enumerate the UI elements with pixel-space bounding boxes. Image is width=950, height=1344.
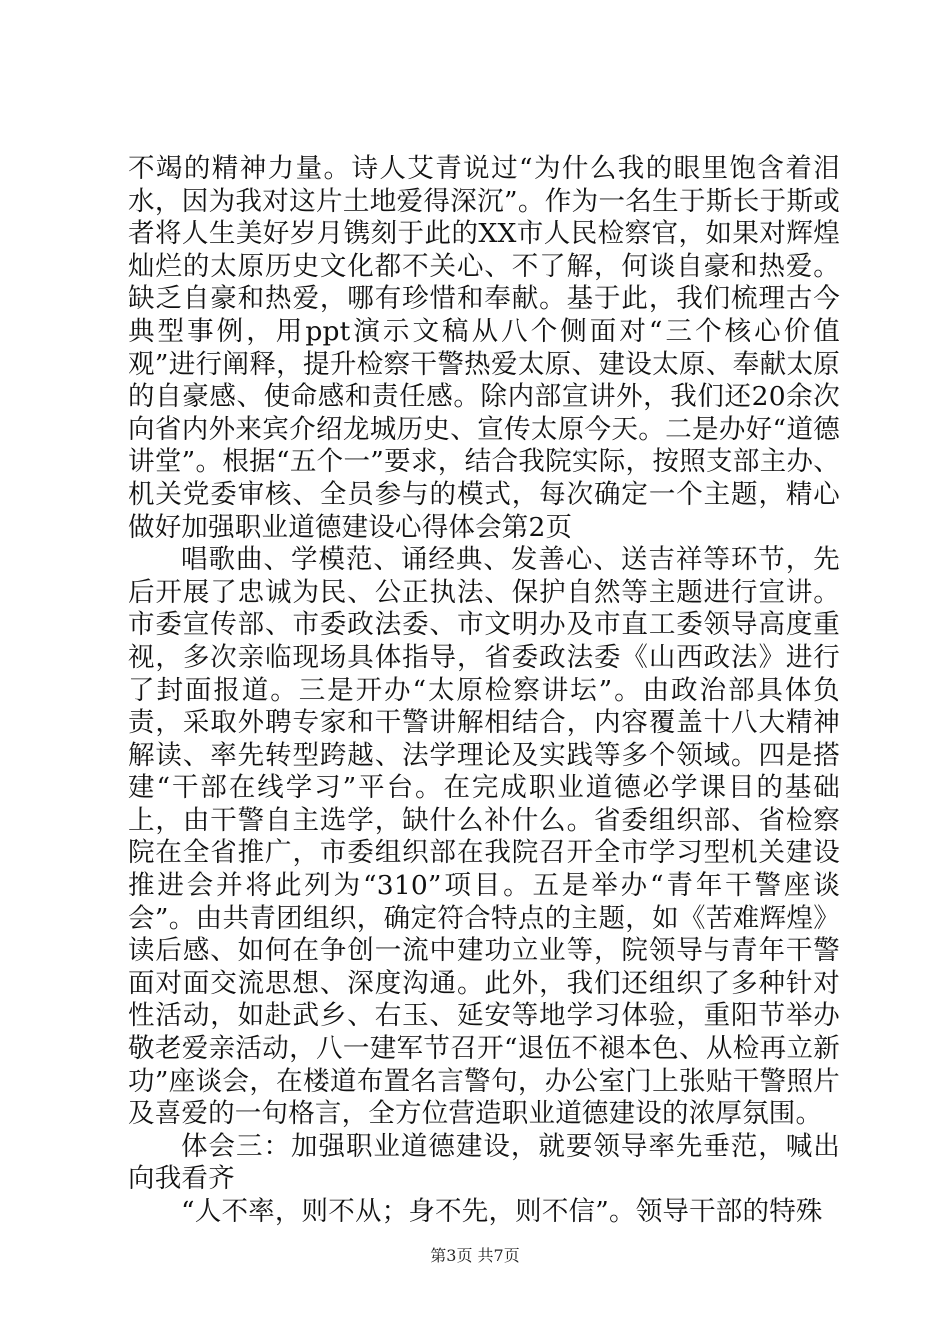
paragraph-activities: 唱歌曲、学模范、诵经典、发善心、送吉祥等环节，先后开展了忠诚为民、公正执法、保护自然等主题进行宣讲。市委宣传部、市委政法委、市文明办及市直工委领导高度重视，多次亲临现场具体指导，省委政法委《山西政法》进行了封面报道。三是开办“太原检察讲坛”。由政治部具体负责，采取外聘专家和干警讲解相结合，内容覆盖十八大精神解读、率先转型跨越、法学理论及实践等多个领域。四是搭建“干部在线学习”平台。在完成职业道德必学课目的基础上，由干警自主选学，缺什么补什么。省委组织部、省检察院在全省推广，市委组织部在我院召开全市学习型机关建设推进会并将此列为“310”项目。五是举办“青年干警座谈会”。由共青团组织，确定符合特点的主题，如《苦难辉煌》读后感、如何在争创一流中建功立业等，院领导与青年干警面对面交流思想、深度沟通。此外，我们还组织了多种针对性活动，如赴武乡、右玉、延安等地学习体验，重阳节举办敬老爱亲活动，八一建军节召开“退伍不褪本色、从检再立新功”座谈会，在楼道布置名言警句，办公室门上张贴干警照片及喜爱的一句格言，全方位营造职业道德建设的浓厚氛围。	[128, 544, 840, 1130]
paragraph-continuation: 不竭的精神力量。诗人艾青说过“为什么我的眼里饱含着泪水，因为我对这片土地爱得深沉”。作为一名生于斯长于斯或者将人生美好岁月镌刻于此的XX市人民检察官，如果对辉煌灿烂的太原历史文化都不关心、不了解，何谈自豪和热爱。缺乏自豪和热爱，哪有珍惜和奉献。基于此，我们梳理古今典型事例，用ppt演示文稿从八个侧面对“三个核心价值观”进行阐释，提升检察干警热爱太原、建设太原、奉献太原的自豪感、使命感和责任感。除内部宣讲外，我们还20余次向省内外来宾介绍龙城历史、宣传太原今天。二是办好“道德讲堂”。根据“五个一”要求，结合我院实际，按照支部主办、机关党委审核、全员参与的模式，每次确定一个主题，精心做好加强职业道德建设心得体会第2页	[128, 153, 840, 543]
paragraph-leadership: “人不率，则不从；身不先，则不信”。领导干部的特殊	[181, 1196, 823, 1227]
document-body	[128, 153, 840, 1229]
page-number-footer: 第3页 共7页	[430, 1246, 520, 1265]
section-heading-insight-three: 体会三：加强职业道德建设，就要领导率先垂范，喊出向我看齐	[128, 1130, 840, 1195]
